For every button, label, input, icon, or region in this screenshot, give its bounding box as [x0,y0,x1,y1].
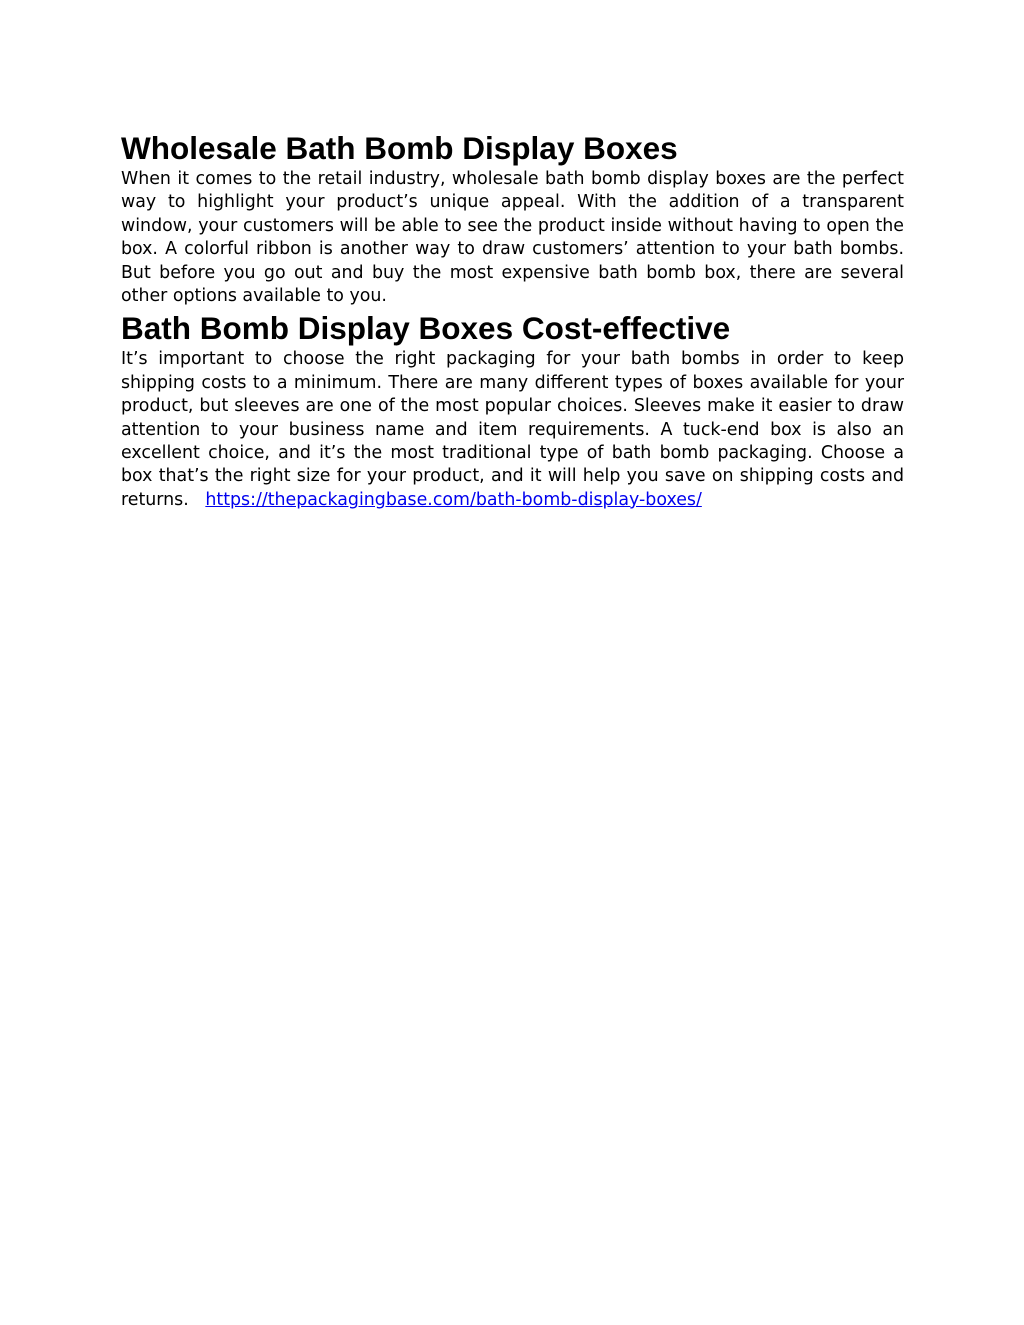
section-1-heading: Wholesale Bath Bomb Display Boxes [121,130,678,166]
document-content [121,128,904,512]
section-2-heading: Bath Bomb Display Boxes Cost-effective [121,310,731,347]
section-2-paragraph-text: It’s important to choose the right packaging for your bath bombs in order to keep shipping costs to a minimum. There are many different types of boxes available for your product, but sleeves are one of the most popular choices. Sleeves make it easier to draw attention to your business name and item requirements. A tuck-end box is also an excellent choice, and it’s the most traditional type of bath bomb packaging. Choose a box that’s the right size for your product, and it will help you save on shipping costs and returns. [121,349,904,510]
section-1-paragraph: When it comes to the retail industry, wholesale bath bomb display boxes are the perfect way to highlight your product’s unique appeal. With the addition of a transparent window, your customers will be able to see the product inside without having to open the box. A colorful ribbon is another way to draw customers’ attention to your bath bombs. But before you go out and buy the most expensive bath bomb box, there are several other options available to you. [121,169,904,307]
packagingbase-link[interactable]: https://thepackagingbase.com/bath-bomb-display-boxes/ [205,489,702,510]
section-2-paragraph [121,348,904,512]
